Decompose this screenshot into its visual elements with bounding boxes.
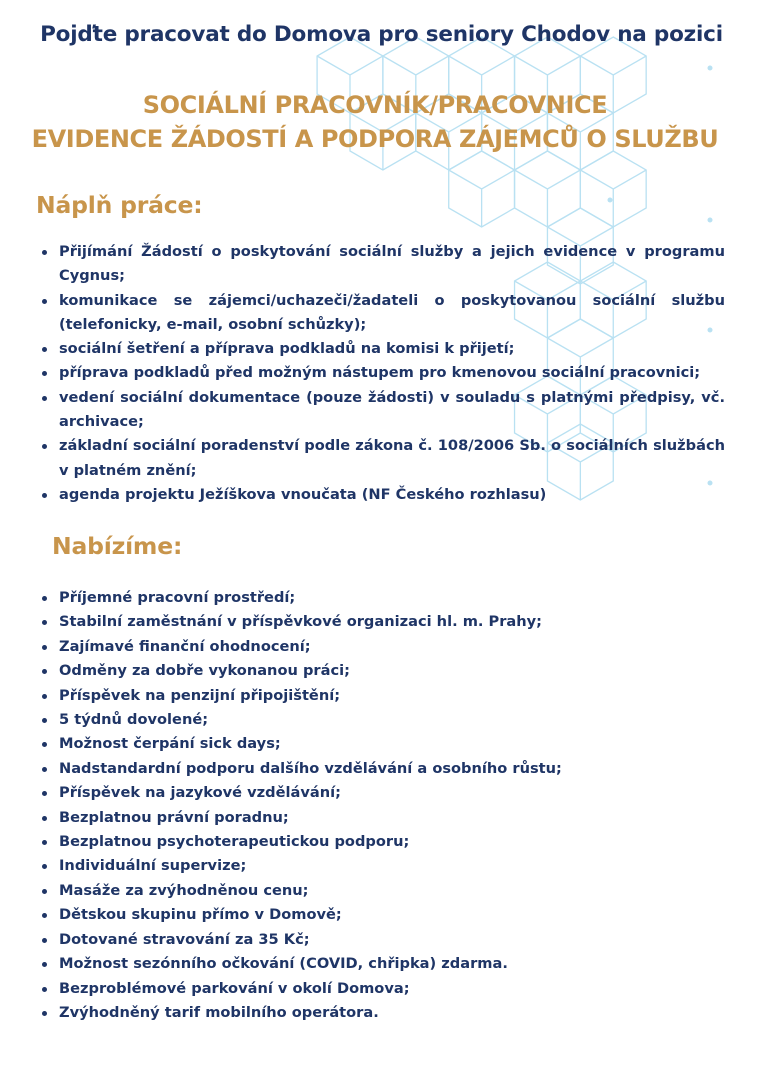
offers-item: Odměny za dobře vykonanou práci; bbox=[37, 659, 725, 683]
intro-text: Pojďte pracovat do Domova pro seniory Chodov na pozici bbox=[40, 22, 723, 47]
duties-item: vedení sociální dokumentace (pouze žádosti) v souladu s platnými předpisy, vč. archivace; bbox=[37, 386, 725, 435]
duties-item: agenda projektu Ježíškova vnoučata (NF Českého rozhlasu) bbox=[37, 483, 725, 507]
offers-item: Nadstandardní podporu dalšího vzdělávání a osobního růstu; bbox=[37, 757, 725, 781]
offers-heading: Nabízíme: bbox=[52, 532, 183, 560]
offers-item: Dotované stravování za 35 Kč; bbox=[37, 928, 725, 952]
offers-item: Bezproblémové parkování v okolí Domova; bbox=[37, 977, 725, 1001]
offers-item: Příspěvek na jazykové vzdělávání; bbox=[37, 781, 725, 805]
offers-list bbox=[37, 586, 725, 1025]
offers-item: Zajímavé finanční ohodnocení; bbox=[37, 635, 725, 659]
offers-item: Bezplatnou právní poradnu; bbox=[37, 806, 725, 830]
offers-item: Příjemné pracovní prostředí; bbox=[37, 586, 725, 610]
position-title bbox=[0, 88, 750, 156]
duties-item: komunikace se zájemci/uchazeči/žadateli o poskytovanou sociální službu (telefonicky, e-mail, osobní schůzky); bbox=[37, 289, 725, 338]
position-title-line-2: EVIDENCE ŽÁDOSTÍ A PODPORA ZÁJEMCŮ O SLUŽBU bbox=[31, 125, 719, 153]
duties-item: sociální šetření a příprava podkladů na komisi k přijetí; bbox=[37, 337, 725, 361]
offers-item: 5 týdnů dovolené; bbox=[37, 708, 725, 732]
offers-item: Příspěvek na penzijní připojištění; bbox=[37, 684, 725, 708]
offers-item: Individuální supervize; bbox=[37, 854, 725, 878]
position-title-line-1: SOCIÁLNÍ PRACOVNÍK/PRACOVNICE bbox=[142, 91, 608, 119]
duties-item: příprava podkladů před možným nástupem pro kmenovou sociální pracovnici; bbox=[37, 361, 725, 385]
offers-item: Masáže za zvýhodněnou cenu; bbox=[37, 879, 725, 903]
offers-item: Možnost čerpání sick days; bbox=[37, 732, 725, 756]
offers-item: Dětskou skupinu přímo v Domově; bbox=[37, 903, 725, 927]
offers-item: Zvýhodněný tarif mobilního operátora. bbox=[37, 1001, 725, 1025]
duties-heading: Náplň práce: bbox=[36, 191, 203, 219]
duties-item: základní sociální poradenství podle zákona č. 108/2006 Sb. o sociálních službách v platném znění; bbox=[37, 434, 725, 483]
offers-item: Bezplatnou psychoterapeutickou podporu; bbox=[37, 830, 725, 854]
duties-list bbox=[37, 240, 725, 507]
offers-item: Možnost sezónního očkování (COVID, chřipka) zdarma. bbox=[37, 952, 725, 976]
duties-item: Přijímání Žádostí o poskytování sociální služby a jejich evidence v programu Cygnus; bbox=[37, 240, 725, 289]
offers-item: Stabilní zaměstnání v příspěvkové organizaci hl. m. Prahy; bbox=[37, 610, 725, 634]
